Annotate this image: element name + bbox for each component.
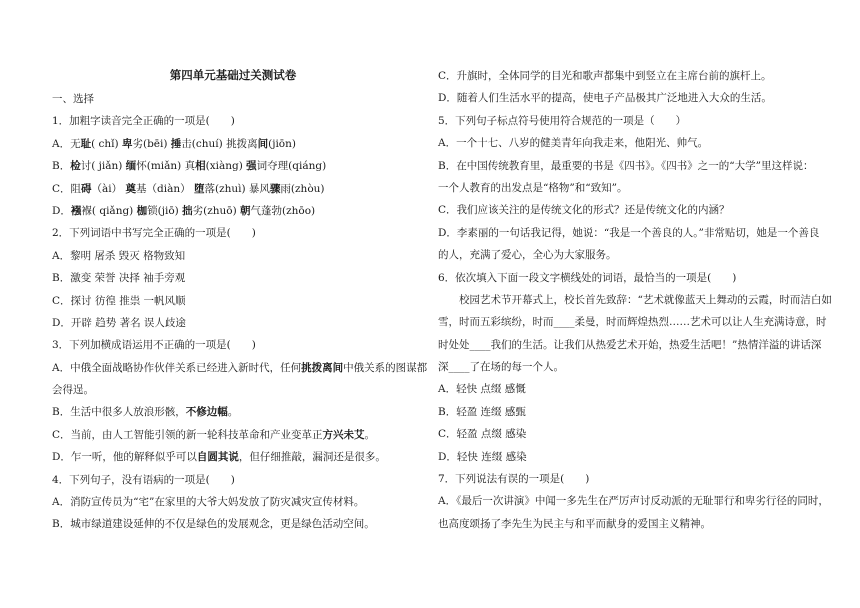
text-line: 一、选择 [52,93,94,105]
text-line: A．中俄全面战略协作伙伴关系已经进入新时代，任何挑拨离间中俄关系的图谋都 [52,361,428,374]
text-line: B．轻盈 连缀 感甄 [438,405,526,418]
text-line: C．阻碍（ài） 奠基（diàn） 堕落(zhuì) 暴风骤雨(zhòu) [52,182,325,195]
text-line: C．升旗时，全体同学的目光和歌声都集中到竖立在主席台前的旗杆上。 [438,70,772,82]
text-line: 时处处____我们的生活。让我们从热爱艺术开始，热爱生活吧！”热情洋溢的讲话深 [438,338,822,351]
text-line: B．检讨( jiǎn) 缅怀(miǎn) 真相(xiàng) 强词夺理(qiáng) [52,160,327,173]
text-line: D．开辟 趋势 著名 误人歧途 [52,316,186,329]
text-line: C．我们应该关注的是传统文化的形式？还是传统文化的内涵？ [438,204,730,217]
text-line: B．激变 荣誉 决择 袖手旁观 [52,272,186,285]
text-line: 一个人教育的出发点是“格物”和“致知”。 [438,181,628,194]
left-column [52,0,428,536]
text-line: 1．加粗字读音完全正确的一项是( ) [52,115,235,128]
page-title: 第四单元基础过关测试卷 [169,68,297,82]
text-line: D．李素丽的一句话我记得，她说：“我是一个善良的人。”非常贴切，她是一个善良 [438,226,820,239]
text-line: C．当前，由人工智能引领的新一轮科技革命和产业变革正方兴未艾。 [52,428,376,441]
text-line: 校园艺术节开幕式上，校长首先致辞：“艺术就像蓝天上舞动的云霞，时而洁白如 [459,293,832,306]
text-line: D．轻快 连缀 感染 [438,450,527,463]
text-line: 会得逞。 [52,384,94,397]
text-line: 6．依次填入下面一段文字横线处的词语，最恰当的一项是( ) [438,271,737,284]
text-line: 4．下列句子，没有语病的一项是( ) [52,473,235,486]
text-line: 2．下列词语中书写完全正确的一项是( ) [52,227,256,240]
text-line: D．随着人们生活水平的提高，使电子产品极其广泛地进入大众的生活。 [438,92,772,105]
text-line: 7．下列说法有误的一项是( ) [438,473,590,486]
text-line: A．无耻( chǐ) 卑劣(bēi) 捶击(chuí) 挑拨离间(jiōn) [52,137,296,150]
text-line: 的人，充满了爱心，全心为大家服务。 [438,249,617,262]
text-line: D．襁褓( qiǎng) 枷锁(jiō) 拙劣(zhuō) 朝气蓬勃(zhōo) [52,204,316,217]
text-line: A．《最后一次讲演》中闻一多先生在严厉声讨反动派的无耻罪行和卑劣行径的同时， [438,495,829,508]
text-line: 雪，时而五彩缤纷，时而____柔曼，时而辉煌热烈……艺术可以让人生充满诗意，时 [438,316,827,329]
text-line: B．生活中很多人放浪形骸，不修边幅。 [52,406,239,419]
text-line: D．乍一听，他的解释似乎可以自圆其说，但仔细推敲，漏洞还是很多。 [52,451,386,464]
text-line: A．一个十七、八岁的健美青年向我走来，他阳光、帅气。 [438,137,709,150]
text-line: 也高度颂扬了李先生为民主与和平而献身的爱国主义精神。 [438,517,711,530]
text-line: B．在中国传统教育里，最重要的书是《四书》。《四书》之一的“大学”里这样说： [438,159,814,172]
text-line: A．黎明 屠杀 毁灭 格物致知 [52,249,186,262]
text-line: C．轻盈 点缀 感染 [438,428,527,441]
text-line: A．轻快 点缀 感慨 [438,383,526,396]
text-line: 3．下列加横成语运用不正确的一项是( ) [52,339,256,352]
text-line: B．城市绿道建设延伸的不仅是绿色的发展观念，更是绿色活动空间。 [52,518,375,531]
text-line: C．探讨 彷徨 推祟 一帆风顺 [52,294,186,307]
text-line: A．消防宣传员为“宅”在家里的大爷大妈发放了防灾减灾宣传材料。 [52,496,365,509]
text-line: 深____了在场的每一个人。 [438,361,564,374]
text-line: 5．下列句子标点符号使用符合规范的一项是（ ） [438,114,687,127]
right-column [438,0,832,535]
